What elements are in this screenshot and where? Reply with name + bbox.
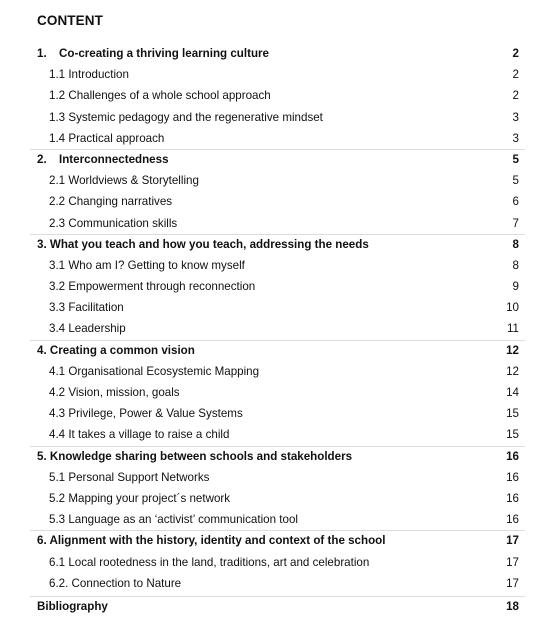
toc-item-2-2[interactable]: [30, 191, 525, 212]
toc-page-number: 6: [512, 195, 519, 209]
toc-page-number: 10: [506, 301, 519, 315]
toc-page-number: 8: [512, 237, 519, 251]
toc-item-title: 1.2 Challenges of a whole school approach: [49, 89, 271, 103]
toc-item-2-1[interactable]: [30, 170, 525, 191]
toc-item-title: 6.2. Connection to Nature: [49, 576, 182, 590]
toc-item-title: 1.3 Systemic pedagogy and the regenerative mindset: [49, 110, 323, 124]
toc-item-1-4[interactable]: [30, 128, 525, 149]
toc-item-6-2[interactable]: [30, 573, 525, 594]
toc-item-title: 2.3 Communication skills: [49, 216, 178, 230]
toc-item-2-3[interactable]: [30, 213, 525, 234]
toc-item-3-4[interactable]: [30, 318, 525, 339]
toc-item-title: 4.1 Organisational Ecosystemic Mapping: [49, 364, 260, 378]
toc-item-5-2[interactable]: [30, 488, 525, 509]
toc-item-title: 5.1 Personal Support Networks: [49, 470, 210, 484]
toc-section-title: 1. Co-creating a thriving learning culture: [37, 47, 270, 60]
toc-item-title: 5.3 Language as an ‘activist’ communication tool: [49, 513, 298, 527]
toc-page-number: 2: [512, 68, 519, 82]
toc-item-title: 4.4 It takes a village to raise a child: [49, 428, 230, 442]
toc-page-number: 15: [506, 407, 519, 421]
toc-item-title: 1.4 Practical approach: [49, 131, 165, 145]
toc-page-number: 7: [512, 216, 519, 230]
toc-page-number: 12: [506, 364, 519, 378]
toc-bibliography[interactable]: [30, 596, 525, 617]
toc-page-number: 2: [512, 47, 519, 60]
toc-item-4-1[interactable]: [30, 361, 525, 382]
toc-item-4-2[interactable]: [30, 382, 525, 403]
toc-page-number: 16: [506, 470, 519, 484]
toc-item-title: 6.1 Local rootedness in the land, traditions, art and celebration: [49, 555, 370, 569]
toc-item-3-3[interactable]: [30, 297, 525, 318]
toc-item-title: 4.2 Vision, mission, goals: [49, 386, 180, 399]
toc-page-number: 14: [506, 386, 519, 399]
toc-item-title: 1.1 Introduction: [49, 68, 129, 82]
toc-item-title: 3.1 Who am I? Getting to know myself: [49, 258, 245, 272]
toc-page-number: 17: [506, 555, 519, 569]
toc-item-3-1[interactable]: [30, 255, 525, 276]
toc-item-1-2[interactable]: [30, 85, 525, 106]
toc-page-number: 11: [506, 322, 519, 336]
toc-item-title: 3.2 Empowerment through reconnection: [49, 280, 256, 294]
toc-section-6[interactable]: [30, 530, 525, 551]
toc-page-number: 5: [512, 174, 519, 188]
toc-item-4-3[interactable]: [30, 403, 525, 424]
toc-item-6-1[interactable]: [30, 552, 525, 573]
toc-page-number: 18: [506, 599, 519, 613]
toc-page-number: 17: [506, 534, 519, 548]
page-title: CONTENT: [37, 13, 103, 28]
toc-page-number: 16: [506, 513, 519, 527]
toc-page-number: 17: [506, 576, 519, 590]
toc-item-title: 3.4 Leadership: [49, 322, 126, 336]
toc-page-number: 3: [512, 131, 519, 145]
toc-section-3[interactable]: [30, 234, 525, 255]
toc-item-title: 4.3 Privilege, Power & Value Systems: [49, 407, 243, 421]
toc-page-number: 12: [506, 343, 519, 357]
toc-item-4-4[interactable]: [30, 424, 525, 445]
toc-page-number: 3: [512, 110, 519, 124]
toc-page-number: 5: [512, 152, 519, 166]
toc-section-title: 3. What you teach and how you teach, addressing the needs: [37, 237, 369, 251]
toc-page-number: 16: [506, 449, 519, 463]
toc-section-1[interactable]: [30, 43, 525, 64]
toc-page-number: 9: [512, 280, 519, 294]
toc-section-title: 6. Alignment with the history, identity and context of the school: [37, 534, 386, 548]
toc-page-number: 15: [506, 428, 519, 442]
toc-section-5[interactable]: [30, 446, 525, 467]
toc-page-number: 2: [512, 89, 519, 103]
toc-section-title: 2. Interconnectedness: [37, 152, 169, 166]
toc-item-5-3[interactable]: [30, 509, 525, 530]
toc-section-2[interactable]: [30, 149, 525, 170]
toc-item-title: 5.2 Mapping your project´s network: [49, 491, 231, 505]
toc-section-title: Bibliography: [37, 599, 108, 613]
toc-item-title: 3.3 Facilitation: [49, 301, 124, 315]
toc-section-title: 5. Knowledge sharing between schools and stakeholders: [37, 449, 353, 463]
toc-item-1-3[interactable]: [30, 107, 525, 128]
toc-section-4[interactable]: [30, 340, 525, 361]
toc-page-number: 8: [512, 258, 519, 272]
table-of-contents: [30, 43, 525, 617]
toc-section-title: 4. Creating a common vision: [37, 343, 195, 357]
toc-page-number: 16: [506, 491, 519, 505]
toc-item-1-1[interactable]: [30, 64, 525, 85]
toc-item-3-2[interactable]: [30, 276, 525, 297]
toc-item-5-1[interactable]: [30, 467, 525, 488]
toc-item-title: 2.1 Worldviews & Storytelling: [49, 174, 199, 188]
toc-item-title: 2.2 Changing narratives: [49, 195, 173, 209]
